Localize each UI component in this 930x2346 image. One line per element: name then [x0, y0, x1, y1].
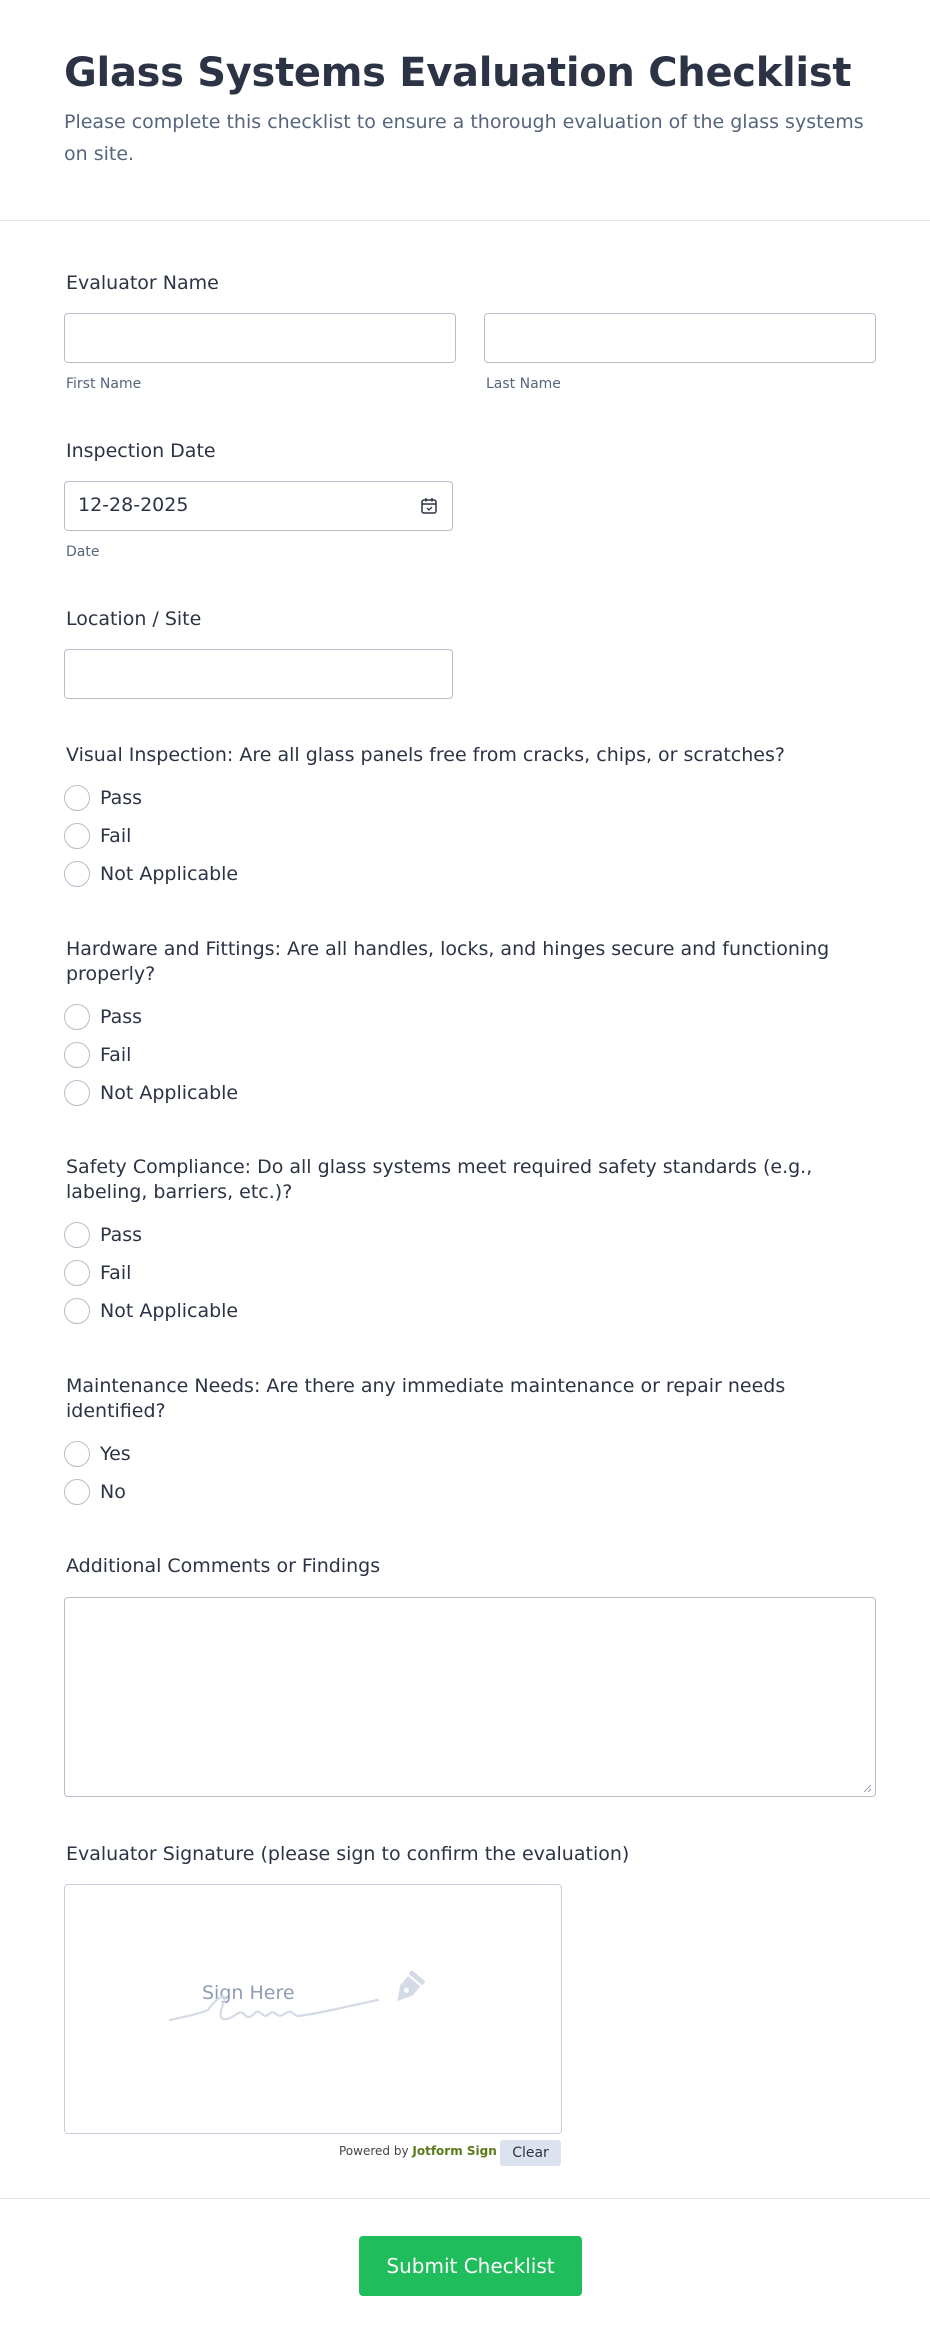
last-name-sublabel: Last Name [486, 376, 561, 392]
option-label: No [100, 1481, 126, 1503]
signature-label: Evaluator Signature (please sign to confirm the evaluation) [66, 1843, 630, 1865]
option-safety-na[interactable] [64, 1298, 238, 1324]
powered-by-text [339, 2144, 497, 2158]
comments-label: Additional Comments or Findings [66, 1555, 381, 1577]
location-input[interactable] [64, 649, 453, 699]
question-safety-compliance: Safety Compliance: Do all glass systems meet required safety standards (e.g., labeling, barriers, etc.)? [66, 1156, 813, 1203]
radio-button[interactable] [64, 1260, 90, 1286]
page-subtitle: Please complete this checklist to ensure a thorough evaluation of the glass systems on site. [64, 111, 864, 165]
option-label: Pass [100, 787, 143, 809]
comments-textarea[interactable] [64, 1597, 876, 1797]
radio-button[interactable] [64, 1222, 90, 1248]
inspection-date-label: Inspection Date [66, 440, 216, 462]
option-label: Fail [100, 1262, 132, 1284]
option-label: Pass [100, 1224, 143, 1246]
last-name-input[interactable] [484, 313, 876, 363]
question-maintenance-needs: Maintenance Needs: Are there any immediate maintenance or repair needs identified? [66, 1375, 786, 1422]
option-visual-pass[interactable] [64, 785, 142, 811]
option-label: Not Applicable [100, 863, 239, 885]
option-hardware-pass[interactable] [64, 1004, 142, 1030]
inspection-date-value: 12-28-2025 [78, 494, 189, 516]
resize-handle-icon[interactable] [862, 1783, 872, 1793]
jotform-sign-brand: Jotform Sign [412, 2144, 497, 2158]
option-maintenance-yes[interactable] [64, 1441, 131, 1467]
option-maintenance-no[interactable] [64, 1479, 126, 1505]
option-visual-na[interactable] [64, 861, 238, 887]
first-name-input[interactable] [64, 313, 456, 363]
evaluator-name-label: Evaluator Name [66, 272, 219, 294]
option-label: Pass [100, 1006, 143, 1028]
option-label: Not Applicable [100, 1082, 239, 1104]
page-title: Glass Systems Evaluation Checklist [64, 50, 852, 96]
radio-button[interactable] [64, 1042, 90, 1068]
radio-button[interactable] [64, 1441, 90, 1467]
first-name-sublabel: First Name [66, 376, 142, 392]
location-label: Location / Site [66, 608, 202, 630]
radio-button[interactable] [64, 1479, 90, 1505]
question-hardware-fittings: Hardware and Fittings: Are all handles, locks, and hinges secure and functioning properly? [66, 938, 830, 985]
footer-divider [0, 2198, 930, 2199]
option-safety-fail[interactable] [64, 1260, 131, 1286]
option-label: Not Applicable [100, 1300, 239, 1322]
radio-button[interactable] [64, 1298, 90, 1324]
option-hardware-na[interactable] [64, 1080, 238, 1106]
sign-here-placeholder: Sign Here [202, 1982, 295, 2004]
date-sublabel: Date [66, 544, 100, 560]
inspection-date-input[interactable] [64, 481, 453, 531]
option-visual-fail[interactable] [64, 823, 131, 849]
radio-button[interactable] [64, 1080, 90, 1106]
option-hardware-fail[interactable] [64, 1042, 131, 1068]
signature-scribble-icon [168, 1970, 458, 2040]
powered-prefix: Powered by [339, 2144, 409, 2158]
form-header [0, 0, 930, 221]
clear-signature-button[interactable]: Clear [500, 2140, 561, 2166]
radio-button[interactable] [64, 823, 90, 849]
radio-button[interactable] [64, 785, 90, 811]
option-label: Fail [100, 1044, 132, 1066]
question-visual-inspection: Visual Inspection: Are all glass panels free from cracks, chips, or scratches? [66, 744, 785, 766]
option-label: Fail [100, 825, 132, 847]
option-label: Yes [100, 1443, 131, 1465]
radio-button[interactable] [64, 861, 90, 887]
option-safety-pass[interactable] [64, 1222, 142, 1248]
submit-checklist-button[interactable]: Submit Checklist [359, 2236, 582, 2296]
calendar-icon[interactable] [420, 497, 438, 515]
radio-button[interactable] [64, 1004, 90, 1030]
